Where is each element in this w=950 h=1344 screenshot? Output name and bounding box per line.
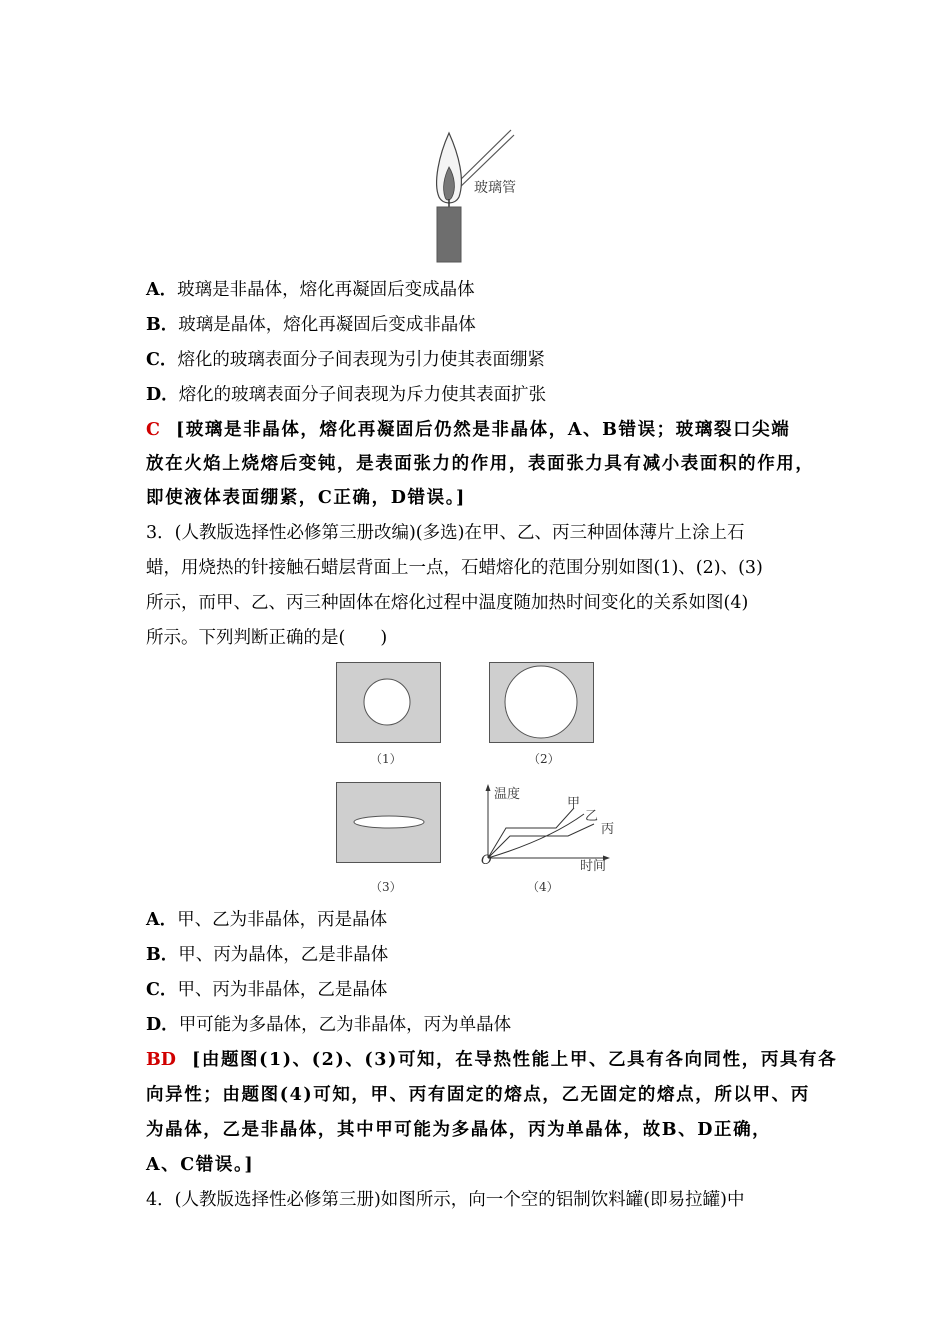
graph-xlabel: 时间 [580, 859, 607, 874]
figure-3-caption: （3） [370, 880, 402, 894]
curve-label-yi: 乙 [585, 809, 599, 824]
answer-explanation-line: C [玻璃是非晶体，熔化再凝固后仍然是非晶体，A、B错误；玻璃裂口尖端 [146, 420, 791, 440]
question-3-line: 所示，而甲、乙、丙三种固体在熔化过程中温度随加热时间变化的关系如图(4) [146, 593, 749, 613]
explanation-line: 向异性；由题图(4)可知，甲、丙有固定的熔点，乙无固定的熔点，所以甲、丙 [146, 1085, 810, 1105]
question-4-line: 4．(人教版选择性必修第三册)如图所示，向一个空的铝制饮料罐(即易拉罐)中 [146, 1190, 745, 1210]
figure-1-caption: （1） [370, 752, 402, 766]
option-b: B．玻璃是晶体，熔化再凝固后变成非晶体 [146, 315, 476, 335]
figure-2-caption: （2） [528, 752, 560, 766]
curve-jia [488, 808, 574, 858]
answer-key: C [146, 420, 160, 440]
option-d: D．熔化的玻璃表面分子间表现为斥力使其表面扩张 [146, 385, 547, 405]
figure-3-wax-ellipse [336, 782, 442, 864]
figure-4-caption: （4） [527, 880, 559, 894]
question-3-line: 3．(人教版选择性必修第三册改编)(多选)在甲、乙、丙三种固体薄片上涂上石 [146, 523, 745, 543]
curve-label-bing: 丙 [601, 822, 615, 837]
explanation-line: 即使液体表面绷紧，C正确，D错误。] [146, 488, 466, 508]
option-d: D．甲可能为多晶体，乙为非晶体，丙为单晶体 [146, 1015, 512, 1035]
option-c: C．甲、丙为非晶体，乙是晶体 [146, 980, 388, 1000]
curve-label-jia: 甲 [567, 796, 581, 811]
question-3-line: 蜡，用烧热的针接触石蜡层背面上一点，石蜡熔化的范围分别如图(1)、(2)、(3) [146, 558, 763, 578]
candle-body [437, 207, 461, 262]
answer-explanation-line: BD [由题图(1)、(2)、(3)可知，在导热性能上甲、乙具有各向同性，丙具有各 [146, 1050, 838, 1070]
option-b: B．甲、丙为晶体，乙是非晶体 [146, 945, 389, 965]
graph-ylabel: 温度 [494, 787, 521, 802]
y-axis-arrow [486, 784, 491, 791]
answer-key: BD [146, 1050, 176, 1070]
explanation-line: A、C错误。] [146, 1155, 255, 1175]
option-a: A．甲、乙为非晶体，丙是晶体 [146, 910, 388, 930]
glass-tube-label: 玻璃管 [474, 180, 516, 196]
figure-1-wax-circle-small [336, 662, 442, 744]
explanation-line: 为晶体，乙是非晶体，其中甲可能为多晶体，丙为单晶体，故B、D正确， [146, 1120, 772, 1140]
question-3-line: 所示。下列判断正确的是( ) [146, 628, 388, 648]
explanation-line: 放在火焰上烧熔后变钝，是表面张力的作用，表面张力具有减小表面积的作用， [146, 454, 815, 474]
option-c: C．熔化的玻璃表面分子间表现为引力使其表面绷紧 [146, 350, 545, 370]
graph-origin: O [481, 853, 492, 868]
option-a: A．玻璃是非晶体，熔化再凝固后变成晶体 [146, 280, 475, 300]
figure-2-wax-circle-large [489, 662, 595, 744]
